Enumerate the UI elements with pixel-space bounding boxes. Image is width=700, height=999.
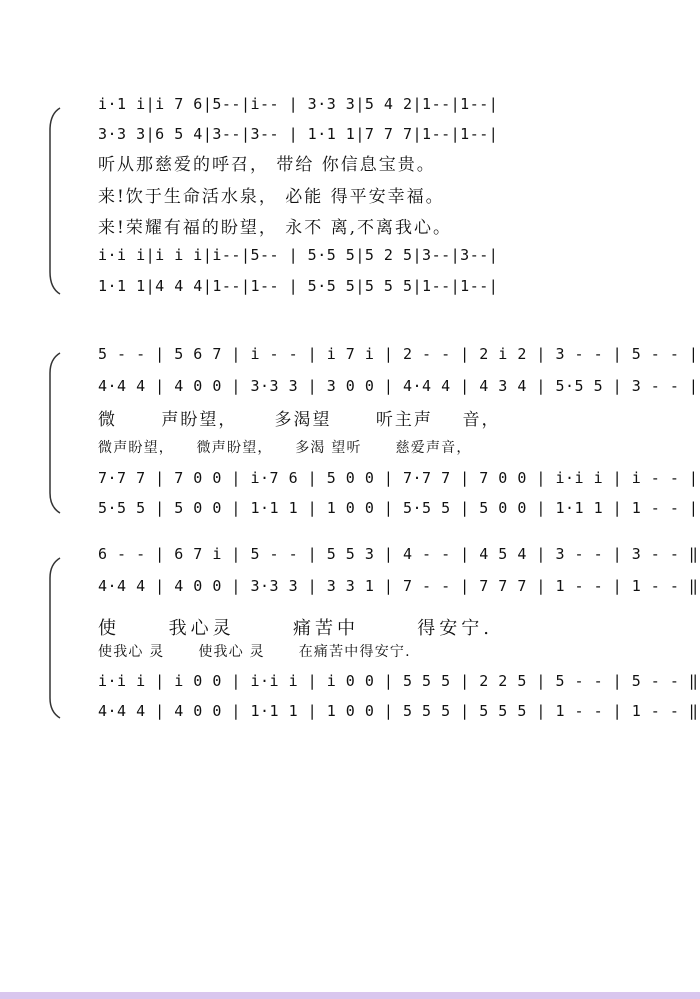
bracket-icon [46, 351, 62, 515]
notes-row-1-alto: 3·3 3|6 5 4|3--|3-- | 1·1 1|7 7 7|1--|1--| [98, 125, 499, 143]
page-bottom-border [0, 992, 700, 999]
system-3 [0, 532, 700, 722]
notes-row-1-tenor: i·i i|i i i|i--|5-- | 5·5 5|5 2 5|3--|3--| [98, 246, 499, 264]
notes-row-2-alto: 4·4 4 | 4 0 0 | 3·3 3 | 3 0 0 | 4·4 4 | 4 3 4 | 5·5 5 | 3 - - | [98, 377, 699, 395]
bracket-icon [46, 106, 62, 296]
notes-row-3-alto: 4·4 4 | 4 0 0 | 3·3 3 | 3 3 1 | 7 - - | 7 7 7 | 1 - - | 1 - - ‖ [98, 577, 699, 595]
lyrics-line-5: 微声盼望， 微声盼望， 多渴 望听 慈爱声音， [98, 440, 472, 456]
notes-row-1-bass: 1·1 1|4 4 4|1--|1-- | 5·5 5|5 5 5|1--|1--| [98, 277, 499, 295]
notes-row-2-tenor: 7·7 7 | 7 0 0 | i·7 6 | 5 0 0 | 7·7 7 | 7 0 0 | i·i i | i - - | [98, 469, 699, 487]
lyrics-line-7: 使我心 灵 使我心 灵 在痛苦中得安宁. [98, 644, 411, 660]
lyrics-line-3: 来!荣耀有福的盼望， 永不 离,不离我心。 [98, 217, 453, 238]
notes-row-2-bass: 5·5 5 | 5 0 0 | 1·1 1 | 1 0 0 | 5·5 5 | 5 0 0 | 1·1 1 | 1 - - | [98, 499, 699, 517]
lyrics-line-6: 使 我心灵 痛苦中 得安宁. [98, 618, 493, 639]
bracket-icon [46, 556, 62, 720]
notes-row-3-bass: 4·4 4 | 4 0 0 | 1·1 1 | 1 0 0 | 5 5 5 | 5 5 5 | 1 - - | 1 - - ‖ [98, 702, 699, 720]
system-2 [0, 337, 700, 522]
system-1 [0, 88, 700, 303]
lyrics-line-1: 听从那慈爱的呼召， 带给 你信息宝贵。 [98, 154, 436, 175]
notes-row-2-soprano: 5 - - | 5 6 7 | i - - | i 7 i | 2 - - | 2 i 2 | 3 - - | 5 - - | [98, 345, 699, 363]
lyrics-line-4: 微 声盼望， 多渴望 听主声 音， [98, 409, 501, 430]
notes-row-1-soprano: i·1 i|i 7 6|5--|i-- | 3·3 3|5 4 2|1--|1--| [98, 95, 499, 113]
lyrics-line-2: 来!饮于生命活水泉， 必能 得平安幸福。 [98, 186, 445, 207]
notes-row-3-soprano: 6 - - | 6 7 i | 5 - - | 5 5 3 | 4 - - | 4 5 4 | 3 - - | 3 - - ‖ [98, 545, 699, 563]
notes-row-3-tenor: i·i i | i 0 0 | i·i i | i 0 0 | 5 5 5 | 2 2 5 | 5 - - | 5 - - ‖ [98, 672, 699, 690]
